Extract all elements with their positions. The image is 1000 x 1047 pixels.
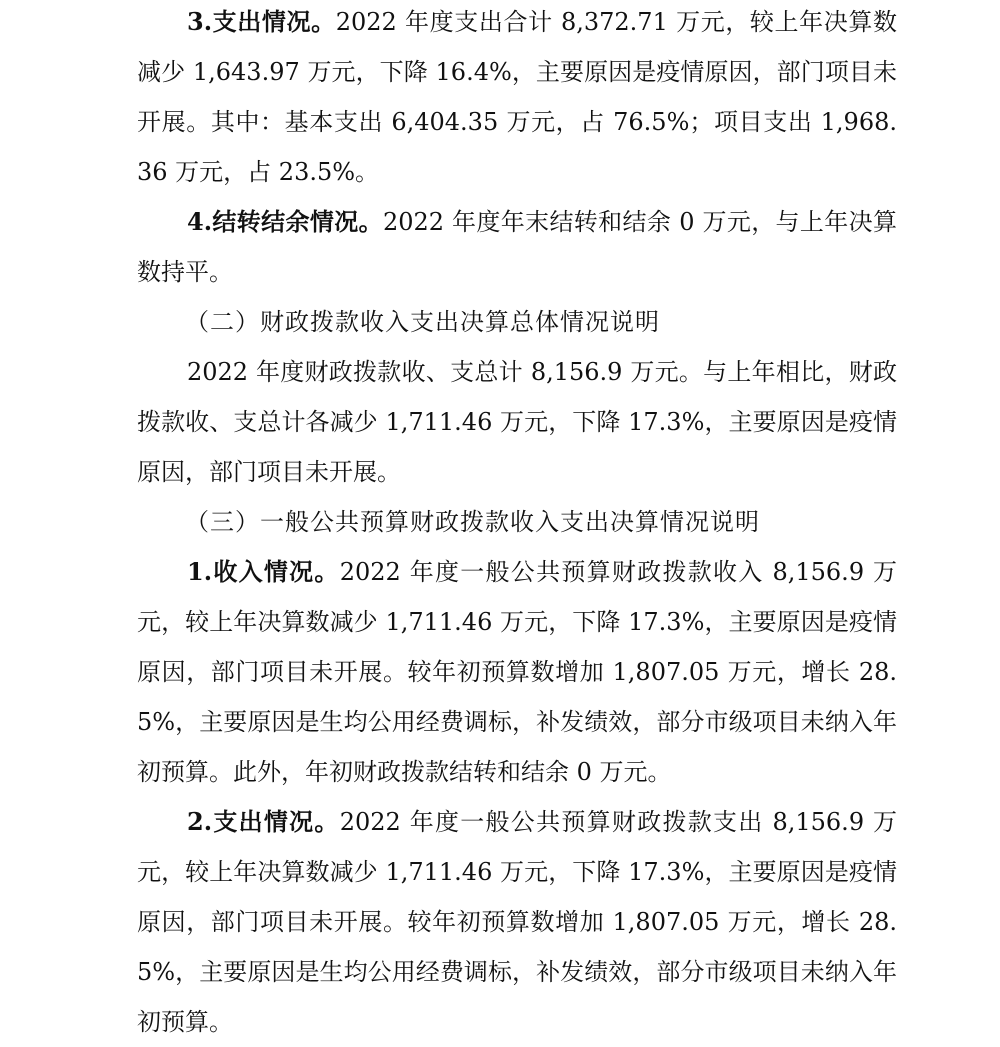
document-page — [137, 0, 897, 1047]
paragraph-general-expenditure — [137, 797, 897, 1047]
paragraph-text: 2022 年度一般公共预算财政拨款收入 8,156.9 万元，较上年决算数减少 1,711.46 万元，下降 17.3%，主要原因是疫情原因，部门项目未开展。较年初预算数增加 1,807.05 万元，增长 28.5%，主要原因是生均公用经费调标，补发绩效，部分市级项目未纳入年初预算。此外，年初财政拨款结转和结余 0 万元。 — [137, 558, 897, 786]
paragraph-expenditure — [137, 0, 897, 197]
section-heading-3: （三）一般公共预算财政拨款收入支出决算情况说明 — [185, 508, 760, 536]
paragraph-lead: 3.支出情况。 — [187, 7, 336, 36]
section-heading-2: （二）财政拨款收入支出决算总体情况说明 — [185, 308, 660, 336]
paragraph-lead: 1.收入情况。 — [187, 557, 340, 586]
paragraph-income — [137, 547, 897, 797]
paragraph-text: 2022 年度一般公共预算财政拨款支出 8,156.9 万元，较上年决算数减少 1,711.46 万元，下降 17.3%，主要原因是疫情原因，部门项目未开展。较年初预算数增加 1,807.05 万元，增长 28.5%，主要原因是生均公用经费调标，补发绩效，部分市级项目未纳入年初预算。 — [137, 808, 897, 1036]
paragraph-text: 2022 年度财政拨款收、支总计 8,156.9 万元。与上年相比，财政拨款收、支总计各减少 1,711.46 万元，下降 17.3%，主要原因是疫情原因，部门项目未开展。 — [137, 358, 897, 486]
paragraph-lead: 4.结转结余情况。 — [187, 207, 383, 236]
paragraph-text: 2022 年度支出合计 8,372.71 万元，较上年决算数减少 1,643.97 万元，下降 16.4%，主要原因是疫情原因，部门项目未开展。其中：基本支出 6,404.35 万元，占 76.5%；项目支出 1,968.36 万元，占 23.5%。 — [137, 8, 897, 186]
paragraph-carryover — [137, 197, 897, 297]
paragraph-text: 2022 年度年末结转和结余 0 万元，与上年决算数持平。 — [137, 208, 897, 286]
paragraph-lead: 2.支出情况。 — [187, 807, 340, 836]
paragraph-fiscal-total — [137, 347, 897, 497]
